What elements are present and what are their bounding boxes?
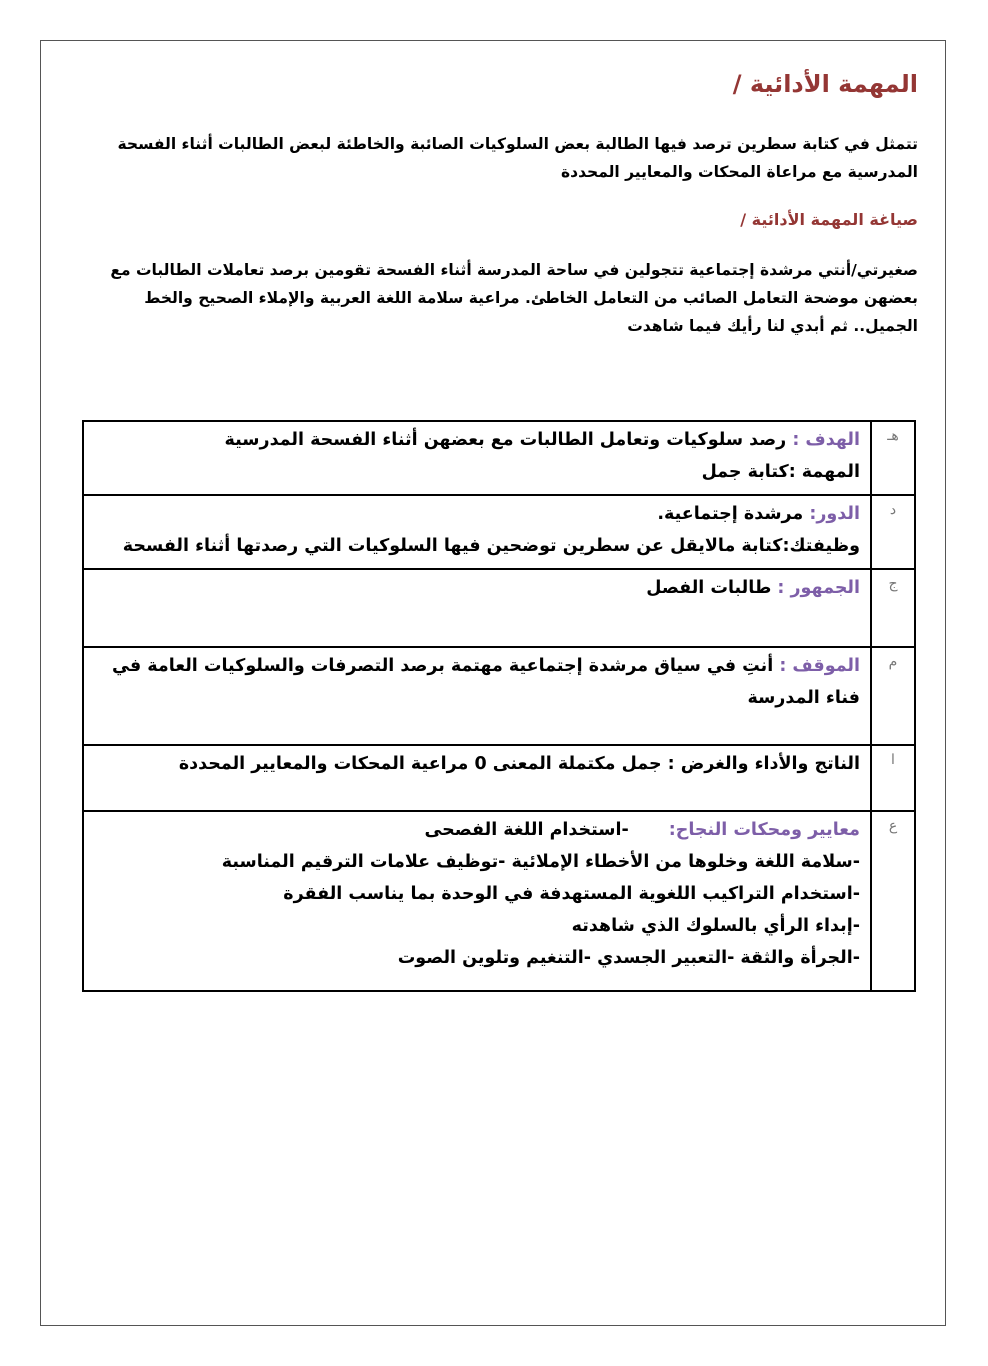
standard-item: -إبداء الرأي بالسلوك الذي شاهدته [571, 916, 860, 936]
standard-item: -استخدام اللغة الفصحى [424, 820, 629, 840]
goal-label: الهدف : [792, 430, 860, 450]
goal-text: رصد سلوكيات وتعامل الطالبات مع بعضهن أثناء الفسحة المدرسية [224, 430, 793, 450]
table-row-product [84, 746, 914, 812]
table-row-standards [84, 812, 914, 990]
row-letter: د [870, 496, 914, 568]
standard-item: -سلامة اللغة وخلوها من الأخطاء الإملائية -توظيف علامات الترقيم المناسبة [221, 852, 860, 872]
role-text: مرشدة إجتماعية. [657, 504, 810, 524]
grasps-table [82, 420, 916, 992]
row-content [84, 570, 870, 646]
row-content [84, 812, 870, 990]
row-content [84, 422, 870, 494]
table-row-role [84, 496, 914, 570]
row-letter: ج [870, 570, 914, 646]
row-letter: ع [870, 812, 914, 990]
row-content [84, 496, 870, 568]
table-row-goal [84, 422, 914, 496]
page-title: المهمة الأدائية / [732, 70, 918, 98]
row-letter: م [870, 648, 914, 744]
job-text: وظيفتك:كتابة مالايقل عن سطرين توضحين فيها السلوكيات التي رصدتها أثناء الفسحة [122, 536, 860, 556]
row-content [84, 746, 870, 810]
row-letter: ا [870, 746, 914, 810]
section-subtitle: صياغة المهمة الأدائية / [740, 210, 918, 229]
standard-item: -الجرأة والثقة -التعبير الجسدي -التنغيم وتلوين الصوت [397, 948, 860, 968]
scenario-paragraph: صغيرتي/أنتي مرشدة إجتماعية تتجولين في ساحة المدرسة أثناء الفسحة تقومين برصد تعاملات الطالبات مع بعضهن موضحة التعامل الصائب من التعامل الخاطئ. مراعية سلامة اللغة العربية والإملاء الصحيح والخط الجميل.. ثم أبدي لنا رأيك فيما شاهدت [110, 261, 918, 335]
audience-text: طالبات الفصل [646, 578, 778, 598]
standard-item: -استخدام التراكيب اللغوية المستهدفة في الوحدة بما يناسب الفقرة [283, 884, 860, 904]
table-row-situation [84, 648, 914, 746]
audience-label: الجمهور : [777, 578, 860, 598]
situation-label: الموقف : [779, 656, 860, 676]
row-content [84, 648, 870, 744]
standards-label: معايير ومحكات النجاح: [668, 820, 860, 840]
situation-text: أنتِ في سياق مرشدة إجتماعية مهتمة برصد التصرفات والسلوكيات العامة في فناء المدرسة [112, 656, 860, 708]
product-text: الناتج والأداء والغرض : جمل مكتملة المعنى 0 مراعية المحكات والمعايير المحددة [178, 754, 860, 774]
task-text: المهمة :كتابة جمل [701, 462, 860, 482]
table-row-audience [84, 570, 914, 648]
role-label: الدور: [809, 504, 860, 524]
row-letter: هـ [870, 422, 914, 494]
intro-paragraph: تتمثل في كتابة سطرين ترصد فيها الطالبة بعض السلوكيات الصائبة والخاطئة لبعض الطالبات أثناء الفسحة المدرسية مع مراعاة المحكات والمعايير المحددة [117, 135, 918, 181]
